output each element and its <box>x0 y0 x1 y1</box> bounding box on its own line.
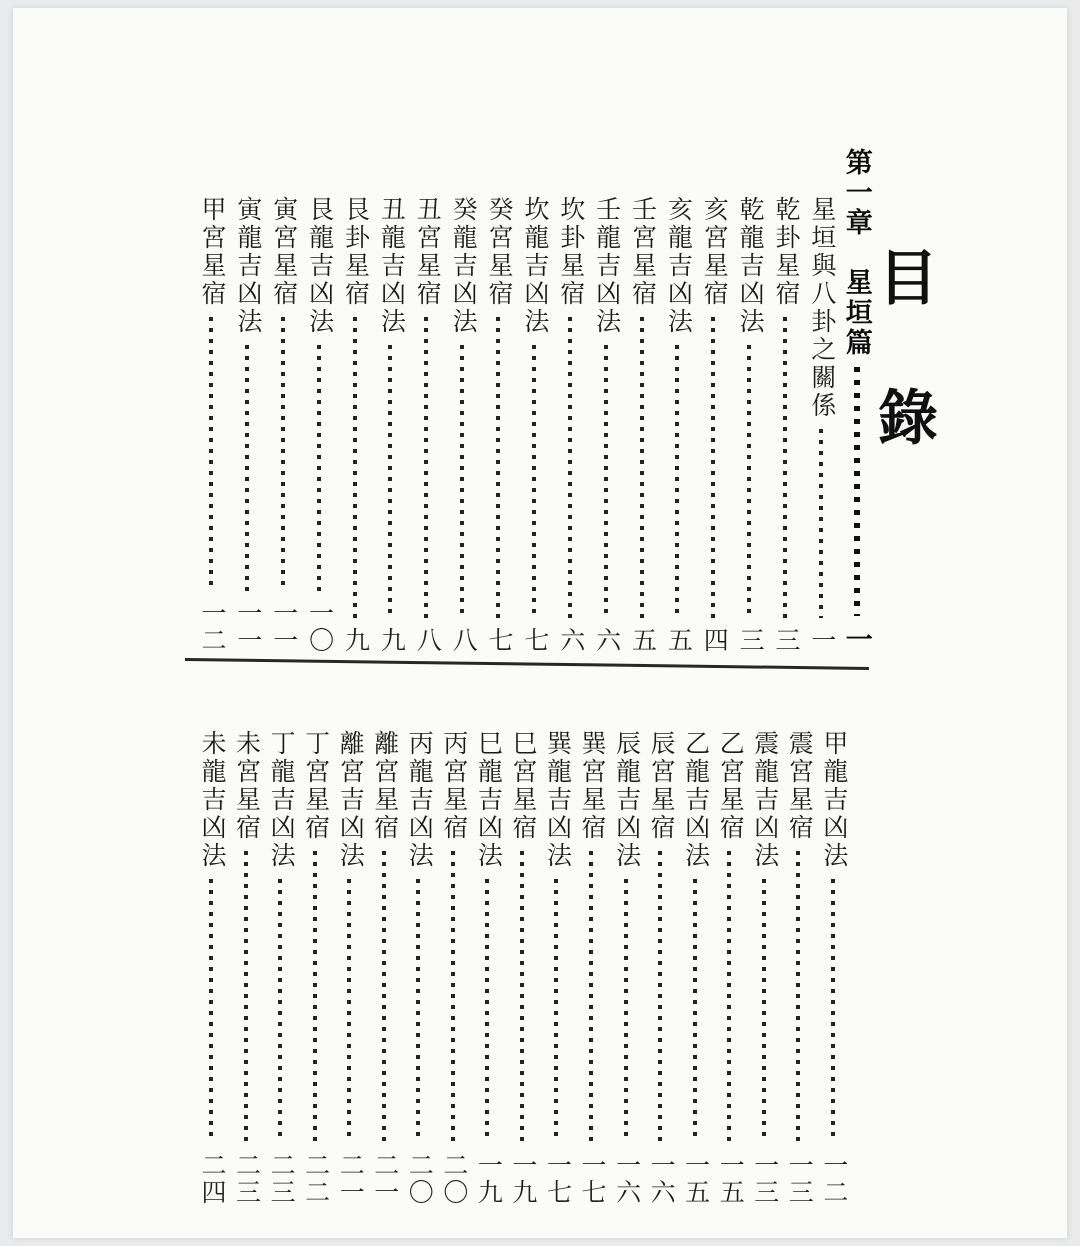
toc-entry-page-number: 二二 <box>301 1152 329 1206</box>
toc-entry-title: 甲龍吉凶法 <box>819 730 847 870</box>
toc-entry <box>611 730 641 1206</box>
toc-entry-title: 巳龍吉凶法 <box>474 730 502 870</box>
toc-entry <box>749 730 779 1206</box>
toc-entry <box>300 730 330 1206</box>
toc-entry-title: 艮龍吉凶法 <box>305 196 333 336</box>
toc-entry <box>818 730 848 1206</box>
toc-entry-title: 丑龍吉凶法 <box>377 196 405 336</box>
toc-entry-title: 乾龍吉凶法 <box>736 196 764 336</box>
dotted-leader <box>245 345 249 591</box>
toc-entry-title: 丙宮星宿 <box>439 730 467 842</box>
toc-entry-title: 丁宮星宿 <box>301 730 329 842</box>
toc-entry-page-number: 二三 <box>267 1152 295 1206</box>
toc-entry <box>196 730 226 1206</box>
toc-entry <box>507 730 537 1206</box>
toc-entry-page-number: 一六 <box>612 1152 640 1206</box>
toc-entry-page-number: 二四 <box>198 1152 225 1206</box>
toc-entry-title: 巽宮星宿 <box>578 730 606 842</box>
toc-entry <box>806 148 836 654</box>
toc-entry-title: 辰龍吉凶法 <box>612 730 640 870</box>
toc-entry-page-number: 一 <box>841 625 872 654</box>
dotted-leader <box>727 851 731 1143</box>
toc-entry-page-number: 一七 <box>578 1152 606 1206</box>
toc-entry <box>304 148 334 654</box>
toc-entry-page-number: 八 <box>449 627 477 654</box>
toc-entry-page-number: 一一 <box>233 600 261 654</box>
toc-entry-title: 星垣與八卦之關係 <box>807 196 835 420</box>
dotted-leader <box>554 879 558 1143</box>
toc-entry-page-number: 一七 <box>543 1152 571 1206</box>
dotted-leader <box>281 317 285 591</box>
toc-entry-title: 乾卦星宿 <box>772 196 799 308</box>
toc-entry-page-number: 五 <box>628 627 656 654</box>
dotted-leader <box>313 851 317 1143</box>
dotted-leader <box>747 345 751 618</box>
toc-entry <box>662 148 692 654</box>
toc-entry-title: 艮卦星宿 <box>341 196 369 308</box>
toc-entry-page-number: 一三 <box>785 1152 813 1206</box>
toc-entry-page-number: 二〇 <box>405 1152 433 1206</box>
dotted-leader <box>762 879 766 1143</box>
toc-entry <box>340 148 370 654</box>
toc-entry-title: 癸宮星宿 <box>485 196 512 308</box>
toc-entry <box>541 730 571 1206</box>
dotted-leader <box>604 345 608 618</box>
toc-entry <box>334 730 364 1206</box>
toc-entry <box>555 148 585 654</box>
toc-entry <box>770 148 800 654</box>
toc-entry-page-number: 二〇 <box>439 1152 467 1206</box>
toc-entry <box>403 730 433 1206</box>
toc-entry-page-number: 一六 <box>647 1152 675 1206</box>
toc-entry-page-number: 一 <box>807 627 835 654</box>
dotted-leader <box>209 879 213 1143</box>
dotted-leader <box>244 851 248 1143</box>
toc-entry <box>591 148 621 654</box>
dotted-leader <box>347 879 351 1143</box>
toc-entry-page-number: 七 <box>485 627 512 654</box>
toc-entry <box>698 148 728 654</box>
dotted-leader <box>382 851 386 1143</box>
toc-entry-title: 亥宮星宿 <box>700 196 728 308</box>
dotted-leader <box>209 317 213 591</box>
toc-chapter-entry <box>842 148 872 654</box>
toc-entry <box>265 730 295 1206</box>
toc-entry-title: 未宮星宿 <box>232 730 260 842</box>
dotted-leader <box>658 851 662 1143</box>
dotted-leader <box>675 345 679 618</box>
toc-section-bottom <box>196 730 848 1206</box>
toc-entry-page-number: 一五 <box>716 1152 744 1206</box>
toc-entry-title: 丁龍吉凶法 <box>267 730 295 870</box>
toc-entry <box>232 148 262 654</box>
toc-entry-title: 第一章 星垣篇 <box>841 148 872 358</box>
toc-entry-page-number: 一三 <box>750 1152 778 1206</box>
toc-entry-title: 寅龍吉凶法 <box>233 196 261 336</box>
toc-entry-title: 亥龍吉凶法 <box>664 196 692 336</box>
toc-entry <box>783 730 813 1206</box>
dotted-leader <box>451 851 455 1143</box>
dotted-leader <box>520 851 524 1143</box>
toc-entry-title: 寅宮星宿 <box>269 196 297 308</box>
dotted-leader <box>496 317 500 618</box>
toc-entry-title: 丙龍吉凶法 <box>405 730 433 870</box>
toc-entry-page-number: 六 <box>556 627 584 654</box>
toc-entry-title: 震龍吉凶法 <box>750 730 778 870</box>
dotted-leader <box>460 345 464 618</box>
toc-entry <box>231 730 261 1206</box>
toc-entry-title: 癸龍吉凶法 <box>449 196 477 336</box>
toc-entry-page-number: 九 <box>341 627 369 654</box>
toc-entry-title: 巳宮星宿 <box>508 730 536 842</box>
dotted-leader <box>317 345 321 591</box>
dotted-leader <box>388 345 392 618</box>
toc-entry <box>447 148 477 654</box>
toc-entry <box>196 148 226 654</box>
toc-entry-title: 壬龍吉凶法 <box>592 196 620 336</box>
toc-entry-page-number: 一九 <box>474 1152 502 1206</box>
toc-entry-page-number: 九 <box>377 627 405 654</box>
toc-entry <box>627 148 657 654</box>
toc-entry-title: 坎卦星宿 <box>556 196 584 308</box>
dotted-leader <box>783 317 787 618</box>
toc-entry-page-number: 八 <box>413 627 441 654</box>
toc-entry <box>438 730 468 1206</box>
dotted-leader <box>532 345 536 618</box>
toc-entry-title: 壬宮星宿 <box>628 196 656 308</box>
dotted-leader <box>819 429 823 618</box>
toc-entry-page-number: 二一 <box>370 1152 398 1206</box>
toc-entry-page-number: 四 <box>700 627 728 654</box>
toc-entry-title: 離宮吉凶法 <box>336 730 364 870</box>
dotted-leader <box>353 317 357 618</box>
toc-entry <box>714 730 744 1206</box>
book-page <box>13 8 1067 1238</box>
toc-entry <box>680 730 710 1206</box>
dotted-leader <box>693 879 697 1143</box>
dotted-leader <box>424 317 428 618</box>
toc-entry-page-number: 六 <box>592 627 620 654</box>
dotted-leader <box>796 851 800 1143</box>
dotted-leader <box>831 879 835 1143</box>
toc-entry-page-number: 二一 <box>336 1152 364 1206</box>
dotted-leader <box>854 367 860 616</box>
toc-entry-page-number: 一九 <box>508 1152 536 1206</box>
toc-entry-page-number: 一一 <box>269 600 297 654</box>
toc-entry <box>734 148 764 654</box>
toc-entry-page-number: 七 <box>520 627 548 654</box>
toc-entry-page-number: 一〇 <box>305 600 333 654</box>
toc-entry-page-number: 三 <box>772 627 799 654</box>
toc-entry-page-number: 一二 <box>198 600 225 654</box>
toc-section-top <box>196 148 872 654</box>
toc-entry-page-number: 二三 <box>232 1152 260 1206</box>
toc-entry-page-number: 一二 <box>819 1152 847 1206</box>
toc-entry-title: 辰宮星宿 <box>647 730 675 842</box>
toc-entry-title: 坎龍吉凶法 <box>520 196 548 336</box>
toc-entry <box>576 730 606 1206</box>
toc-title: 目錄 <box>870 246 936 526</box>
toc-entry-title: 未龍吉凶法 <box>198 730 225 870</box>
toc-entry-title: 巽龍吉凶法 <box>543 730 571 870</box>
toc-entry-page-number: 三 <box>736 627 764 654</box>
toc-entry-title: 丑宮星宿 <box>413 196 441 308</box>
toc-entry-page-number: 五 <box>664 627 692 654</box>
dotted-leader <box>640 317 644 618</box>
toc-entry <box>519 148 549 654</box>
dotted-leader <box>568 317 572 618</box>
dotted-leader <box>589 851 593 1143</box>
dotted-leader <box>278 879 282 1143</box>
toc-entry-title: 乙龍吉凶法 <box>681 730 709 870</box>
toc-entry-title: 甲宮星宿 <box>198 196 225 308</box>
toc-entry-title: 震宮星宿 <box>785 730 813 842</box>
section-divider <box>185 658 869 670</box>
dotted-leader <box>416 879 420 1143</box>
toc-entry <box>411 148 441 654</box>
toc-entry <box>375 148 405 654</box>
toc-entry <box>268 148 298 654</box>
toc-entry <box>483 148 513 654</box>
dotted-leader <box>711 317 715 618</box>
dotted-leader <box>624 879 628 1143</box>
toc-entry-page-number: 一五 <box>681 1152 709 1206</box>
toc-entry-title: 乙宮星宿 <box>716 730 744 842</box>
toc-entry <box>369 730 399 1206</box>
toc-entry <box>645 730 675 1206</box>
toc-entry-title: 離宮星宿 <box>370 730 398 842</box>
toc-entry <box>472 730 502 1206</box>
dotted-leader <box>485 879 489 1143</box>
